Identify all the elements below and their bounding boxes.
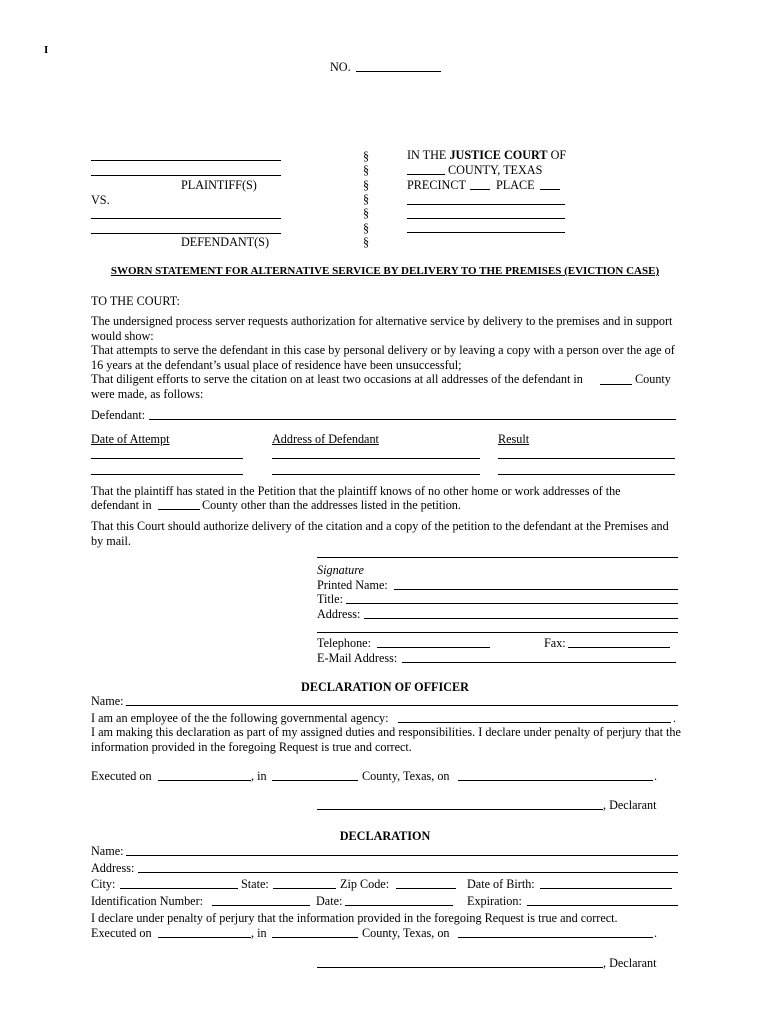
- decl-declarant-signature[interactable]: [317, 967, 603, 968]
- decl-county-label: County, Texas, on: [362, 926, 450, 940]
- address-field-2[interactable]: [317, 632, 678, 633]
- decl-county-field[interactable]: [272, 937, 358, 938]
- decl-zip-label: Zip Code:: [340, 877, 390, 891]
- officer-duties-paragraph: I am making this declaration as part of my assigned duties and responsibilities. I declare under penalty of perjury that the information provided in the foregoing Request is true and correct.: [91, 725, 681, 754]
- court-prefix: IN THE: [407, 148, 450, 162]
- defendant-line-1[interactable]: [91, 218, 281, 219]
- precinct-field[interactable]: [470, 189, 490, 190]
- fax-field[interactable]: [568, 647, 670, 648]
- case-number-label: NO.: [330, 60, 351, 74]
- decl-id-label: Identification Number:: [91, 894, 204, 908]
- decl-zip-field[interactable]: [396, 888, 456, 889]
- authorize-paragraph: That this Court should authorize delivery of the citation and a copy of the petition to the defendant at the Premises and by mail.: [91, 519, 669, 548]
- telephone-field[interactable]: [377, 647, 490, 648]
- officer-declaration-heading: DECLARATION OF OFFICER: [301, 680, 469, 694]
- printed-name-label: Printed Name:: [317, 578, 388, 592]
- county-texas-label: COUNTY, TEXAS: [448, 163, 543, 177]
- decl-dob-field[interactable]: [540, 888, 672, 889]
- attempt-date-field-2[interactable]: [91, 474, 243, 475]
- defendant-line-2[interactable]: [91, 233, 281, 234]
- precinct-label: PRECINCT: [407, 178, 466, 192]
- decl-city-field[interactable]: [120, 888, 238, 889]
- declaration-heading: DECLARATION: [339, 829, 431, 843]
- officer-period: .: [654, 769, 658, 783]
- section-symbol: §: [362, 163, 370, 177]
- attempt-date-field-1[interactable]: [91, 458, 243, 459]
- attempt-result-field-2[interactable]: [498, 474, 675, 475]
- plaintiff-line-2[interactable]: [91, 175, 281, 176]
- decl-executed-date-field[interactable]: [158, 937, 251, 938]
- agency-field[interactable]: [398, 722, 671, 723]
- defendant-field[interactable]: [149, 419, 676, 420]
- court-suffix: OF: [547, 148, 567, 162]
- defendant-label: DEFENDANT(S): [181, 235, 270, 249]
- decl-in-label: , in: [251, 926, 267, 940]
- telephone-label: Telephone:: [317, 636, 371, 650]
- court-line-1: [407, 148, 566, 163]
- defendant-label: Defendant:: [91, 408, 146, 422]
- title-field[interactable]: [346, 603, 678, 604]
- table-header-date: Date of Attempt: [91, 432, 170, 446]
- plaintiff-line-1[interactable]: [91, 160, 281, 161]
- address-field[interactable]: [364, 618, 678, 619]
- email-field[interactable]: [402, 662, 676, 663]
- title-label: Title:: [317, 592, 343, 606]
- county-field[interactable]: [407, 174, 445, 175]
- officer-name-label: Name:: [91, 694, 124, 708]
- email-label: E-Mail Address:: [317, 651, 398, 665]
- attempt-address-field-1[interactable]: [272, 458, 480, 459]
- officer-employee-text: I am an employee of the the following governmental agency:: [91, 711, 389, 725]
- officer-declarant-label: , Declarant: [603, 798, 657, 812]
- decl-name-field[interactable]: [126, 855, 678, 856]
- section-symbol: §: [362, 178, 370, 192]
- decl-state-field[interactable]: [273, 888, 336, 889]
- place-field[interactable]: [540, 189, 560, 190]
- table-header-address: Address of Defendant: [272, 432, 379, 446]
- salutation: TO THE COURT:: [91, 294, 180, 308]
- decl-dob-label: Date of Birth:: [467, 877, 535, 891]
- plaintiff-statement-2: defendant in: [91, 498, 152, 512]
- decl-name-label: Name:: [91, 844, 124, 858]
- section-symbol: §: [362, 192, 370, 206]
- attempt-result-field-1[interactable]: [498, 458, 675, 459]
- signature-label: Signature: [317, 563, 364, 577]
- section-symbol: §: [362, 206, 370, 220]
- document-title: SWORN STATEMENT FOR ALTERNATIVE SERVICE BY DELIVERY TO THE PREMISES (EVICTION CASE): [110, 265, 660, 277]
- decl-period: .: [654, 926, 658, 940]
- decl-expiration-field[interactable]: [527, 905, 678, 906]
- caption-right-line-1[interactable]: [407, 204, 565, 205]
- officer-executed-date-field[interactable]: [158, 780, 251, 781]
- diligent-text-3: were made, as follows:: [91, 387, 204, 401]
- officer-in-label: , in: [251, 769, 267, 783]
- decl-expiration-label: Expiration:: [467, 894, 522, 908]
- decl-id-field[interactable]: [212, 905, 310, 906]
- officer-county-label: County, Texas, on: [362, 769, 450, 783]
- diligent-text-1: That diligent efforts to serve the citation on at least two occasions at all addresses of the defendant in: [91, 372, 583, 386]
- agency-period: .: [673, 711, 677, 725]
- officer-county-field[interactable]: [272, 780, 358, 781]
- decl-address-field[interactable]: [138, 872, 678, 873]
- plaintiff-label: PLAINTIFF(S): [181, 178, 257, 192]
- plaintiff-county-field[interactable]: [158, 509, 200, 510]
- officer-name-field[interactable]: [126, 705, 678, 706]
- decl-date-field[interactable]: [345, 905, 453, 906]
- officer-on-date-field[interactable]: [458, 780, 653, 781]
- decl-date-label: Date:: [316, 894, 343, 908]
- attempts-paragraph: That attempts to serve the defendant in this case by personal delivery or by leaving a copy with a person over the age of 16 years at the defendant’s usual place of residence have been unsuccessful;: [91, 343, 675, 372]
- signature-line[interactable]: [317, 557, 678, 558]
- fax-label: Fax:: [544, 636, 566, 650]
- caption-right-line-3[interactable]: [407, 232, 565, 233]
- diligent-text-2: County: [635, 372, 671, 386]
- attempt-address-field-2[interactable]: [272, 474, 480, 475]
- diligent-county-field[interactable]: [600, 384, 632, 385]
- place-label: PLACE: [496, 178, 535, 192]
- decl-executed-label: Executed on: [91, 926, 152, 940]
- plaintiff-statement-3: County other than the addresses listed in the petition.: [202, 498, 461, 512]
- section-symbol: §: [362, 149, 370, 163]
- intro-paragraph: The undersigned process server requests authorization for alternative service by delivery to the premises and in support would show:: [91, 314, 673, 343]
- court-name: JUSTICE COURT: [449, 148, 548, 162]
- caption-right-line-2[interactable]: [407, 218, 565, 219]
- table-header-result: Result: [498, 432, 530, 446]
- vs-label: VS.: [91, 193, 110, 207]
- address-label: Address:: [317, 607, 361, 621]
- case-number-field[interactable]: [356, 71, 441, 72]
- decl-declarant-label: , Declarant: [603, 956, 657, 970]
- decl-address-label: Address:: [91, 861, 135, 875]
- decl-perjury-text: I declare under penalty of perjury that the information provided in the foregoing Request is true and correct.: [91, 911, 618, 925]
- decl-city-label: City:: [91, 877, 116, 891]
- page-mark: I: [44, 44, 49, 56]
- officer-executed-label: Executed on: [91, 769, 152, 783]
- section-symbol: §: [362, 235, 370, 249]
- plaintiff-statement-1: That the plaintiff has stated in the Petition that the plaintiff knows of no other home or work addresses of the: [91, 484, 621, 498]
- section-symbol: §: [362, 221, 370, 235]
- officer-declarant-signature[interactable]: [317, 809, 603, 810]
- decl-on-date-field[interactable]: [458, 937, 653, 938]
- printed-name-field[interactable]: [394, 589, 678, 590]
- decl-state-label: State:: [241, 877, 269, 891]
